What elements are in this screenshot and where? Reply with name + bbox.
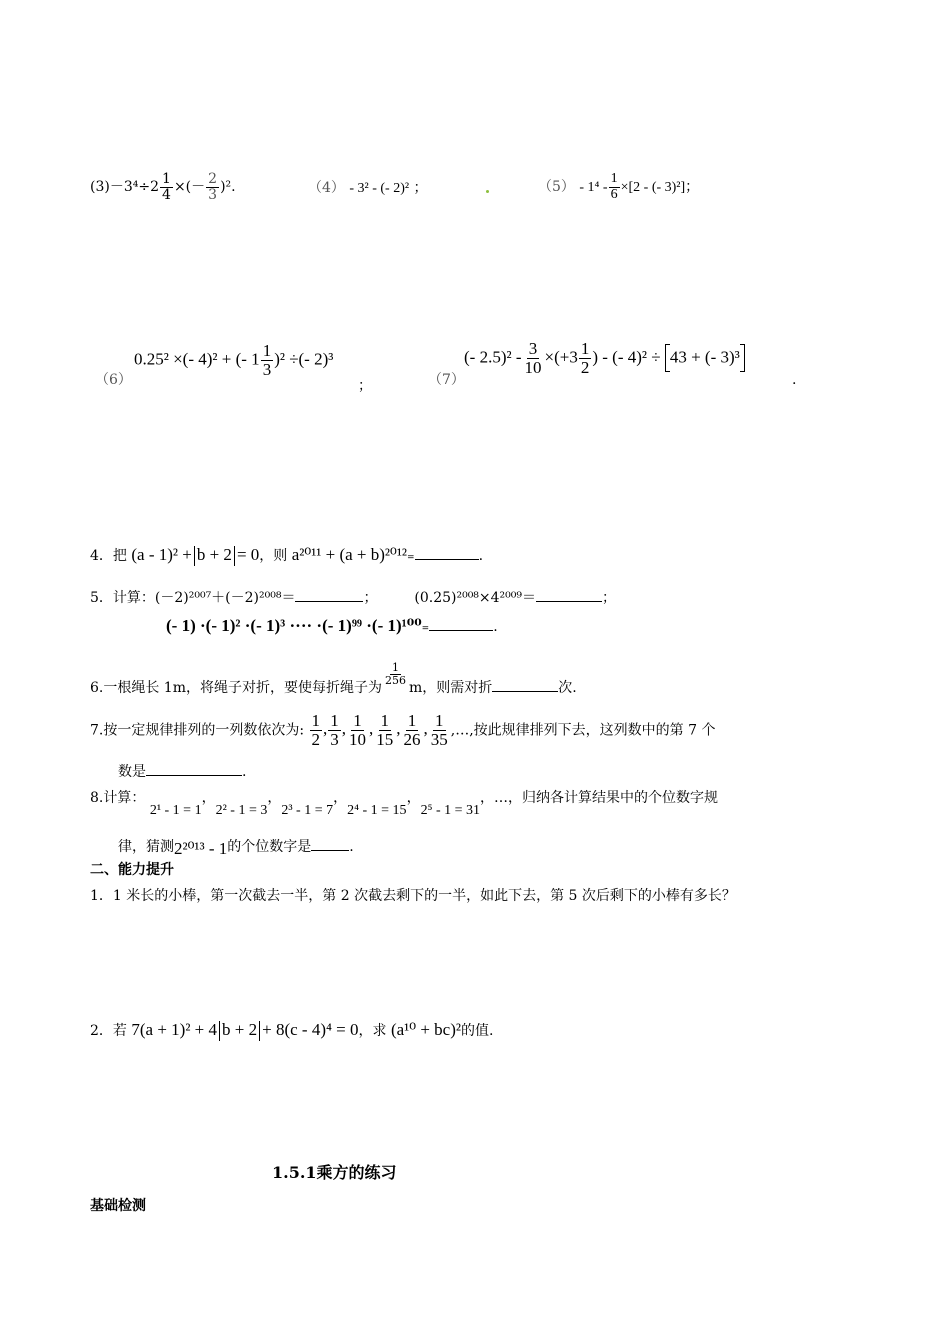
question-8-calculations <box>149 791 481 818</box>
problem-3-tail: )². <box>220 179 236 196</box>
question-7-line-2 <box>118 764 246 781</box>
problem-7-fraction-2: $\frac{1}{2}$ <box>580 339 590 377</box>
sequence-fraction <box>429 712 450 749</box>
calculation-item: 2¹ - 1 = 1 <box>149 803 202 818</box>
problem-3-lead: －3⁴÷2 <box>109 179 160 196</box>
right-bracket <box>740 344 745 372</box>
problem-5-fraction: $\frac{1}{6}$ <box>610 171 618 202</box>
problem-5-tail: ×[2 - (- 3)²] <box>620 180 686 196</box>
question-4-equals: = <box>407 553 415 563</box>
ability-question-2 <box>90 1020 493 1041</box>
question-8 <box>90 790 719 818</box>
problem-4 <box>308 180 428 198</box>
question-7-end: . <box>242 764 247 780</box>
question-7-answer-blank[interactable] <box>146 774 242 776</box>
problem-5-label: （5） <box>538 179 575 196</box>
fraction-numerator: 1 <box>435 711 444 730</box>
ability-question-2-end: 的值. <box>460 1023 494 1039</box>
question-8-line-2-b: 的个位数字是 <box>227 839 312 855</box>
problem-3-fraction-2: $\frac{2}{3}$ <box>208 171 218 203</box>
sequence-separator: , <box>341 719 347 739</box>
problem-7-fraction-1: $\frac{3}{10}$ <box>524 339 542 377</box>
calculation-separator: ， <box>201 791 216 806</box>
problem-5 <box>538 172 699 202</box>
problem-3 <box>90 172 236 202</box>
ability-question-2-mid: ，求 <box>358 1023 387 1039</box>
question-7-lead: 7.按一定规律排列的一列数依次为: <box>90 722 305 739</box>
problem-7-label: （7） <box>428 372 465 388</box>
question-8-end: . <box>349 839 354 855</box>
question-4-mid: ，则 <box>259 548 288 564</box>
problem-3-label: (3) <box>90 179 110 196</box>
question-8-line-2 <box>118 836 354 856</box>
abs-bar-left <box>194 546 195 566</box>
ability-question-2-lead: 2．若 <box>90 1023 127 1039</box>
problem-7-end: . <box>792 372 797 388</box>
fraction-numerator: 1 <box>407 711 417 730</box>
problem-3-fraction-1: $\frac{1}{4}$ <box>162 171 171 203</box>
abs-bar-right <box>234 546 235 566</box>
question-5-product-expression: (- 1) ·(- 1)² ·(- 1)³ ···· ·(- 1)⁹⁹ ·(- 1)¹⁰⁰ <box>166 616 422 635</box>
question-5-part-1: 5．计算：(－2)²⁰⁰⁷＋(－2)²⁰⁰⁸＝ <box>90 590 296 606</box>
question-7 <box>90 712 716 749</box>
question-7-line-2-text: 数是 <box>118 764 146 780</box>
calculation-item: 2² - 1 = 3 <box>215 803 268 818</box>
problem-5-lead: - 1⁴ - <box>579 180 608 196</box>
calculation-separator: ， <box>406 791 421 806</box>
sequence-fraction <box>328 712 341 749</box>
problem-7-tail: ) - (- 4)² ÷ <box>592 347 661 367</box>
problem-7-inner: 43 + (- 3)³ <box>669 347 740 367</box>
question-5-answer-blank-2[interactable] <box>536 600 602 602</box>
question-4-expression: (a - 1)² + b + 2 = 0 <box>131 545 259 564</box>
fraction-denominator: 26 <box>403 729 421 749</box>
problem-7-expression <box>464 340 745 377</box>
fraction-numerator: 1 <box>311 711 321 730</box>
question-6-answer-blank[interactable] <box>492 690 558 692</box>
question-5-end: ； <box>602 590 617 606</box>
question-6-unit: m，则需对折 <box>409 680 493 697</box>
problem-3-mid: ×(－ <box>173 179 206 196</box>
question-5-line-2-end: . <box>493 619 498 635</box>
sequence-separator: , <box>323 719 328 739</box>
ability-question-2-expression-2: (a¹⁰ + bc)² <box>390 1020 461 1039</box>
question-8-tail: ，…，归纳各计算结果中的个位数字规 <box>480 790 719 806</box>
abs-bar-left <box>219 1021 220 1041</box>
question-4-expression-2: a²⁰¹¹ + (a + b)²⁰¹² <box>291 545 408 564</box>
problem-6-fraction: $\frac{1}{3}$ <box>262 341 272 379</box>
calculation-separator: ， <box>267 791 282 806</box>
section-title: 1.5.1乘方的练习 <box>272 1163 397 1182</box>
question-8-answer-blank[interactable] <box>311 849 349 851</box>
fraction-denominator: 35 <box>430 729 448 749</box>
calculation-item: 2⁵ - 1 = 31 <box>420 803 481 818</box>
question-5 <box>90 590 616 607</box>
calculation-item: 2⁴ - 1 = 15 <box>347 803 407 818</box>
problem-4-expression: - 3² - (- 2)² <box>349 181 410 196</box>
problem-7-mid: ×(+3 <box>544 347 578 367</box>
question-7-sequence <box>309 711 451 749</box>
question-6-lead: 6.一根绳长 1m，将绳子对折，要使每折绳子为 <box>90 680 382 697</box>
question-6-fraction: $\frac{1}{256}$ <box>385 661 406 687</box>
question-8-line-2-expression: 2²⁰¹³ - 1 <box>174 839 228 858</box>
fraction-numerator: 1 <box>353 711 362 730</box>
basic-detection-title: 基础检测 <box>90 1198 146 1214</box>
fraction-denominator: 10 <box>349 729 367 749</box>
fraction-denominator: 15 <box>376 729 394 749</box>
question-4 <box>90 545 483 566</box>
question-5-line-2 <box>166 616 498 636</box>
sequence-fraction <box>402 712 423 749</box>
problem-4-end: ； <box>413 180 428 196</box>
sequence-separator: , <box>396 719 401 739</box>
question-8-line-2-a: 律，猜测 <box>118 839 174 855</box>
question-4-label: 4．把 <box>90 548 127 564</box>
problem-6-label: （6） <box>95 372 132 388</box>
ability-question-1: 1．1 米长的小棒，第一次截去一半，第 2 次截去剩下的一半，如此下去，第 5 次后剩下的小棒有多长？ <box>90 888 736 904</box>
sequence-fraction <box>374 712 395 749</box>
sequence-fraction <box>347 712 368 749</box>
green-dot-mark <box>486 190 489 193</box>
question-5-separator: ； <box>363 590 378 606</box>
fraction-numerator: 1 <box>380 711 390 730</box>
sequence-fraction <box>310 712 323 749</box>
problem-6-tail: )² ÷(- 2)³ <box>274 349 334 369</box>
question-4-answer-blank[interactable] <box>415 558 479 560</box>
question-8-lead: 8.计算： <box>90 790 146 806</box>
sequence-separator: , <box>369 719 374 739</box>
fraction-denominator: 3 <box>330 729 339 749</box>
problem-5-end: ； <box>685 179 700 196</box>
question-5-answer-blank-3[interactable] <box>429 629 493 631</box>
problem-7-lead: (- 2.5)² - <box>464 347 522 367</box>
question-4-end: . <box>478 548 484 564</box>
calculation-item: 2³ - 1 = 7 <box>281 803 334 818</box>
fraction-numerator: 1 <box>330 711 339 730</box>
problem-4-label: （4） <box>308 180 345 196</box>
section-2-title: 二、能力提升 <box>90 862 174 878</box>
question-5-answer-blank-1[interactable] <box>295 600 363 602</box>
question-7-tail: ,…,按此规律排列下去，这列数中的第 7 个 <box>450 722 716 739</box>
question-5-part-2: (0.25)²⁰⁰⁸×4²⁰⁰⁹＝ <box>414 590 537 606</box>
sequence-separator: , <box>423 719 428 739</box>
question-6 <box>90 661 577 697</box>
question-5-line-2-equals: = <box>421 624 430 634</box>
fraction-denominator: 2 <box>311 729 321 749</box>
question-6-end: 次. <box>558 680 577 697</box>
abs-bar-right <box>259 1021 260 1041</box>
ability-question-2-expression: 7(a + 1)² + 4 b + 2 + 8(c - 4)⁴ = 0 <box>131 1020 358 1039</box>
problem-6-end: ； <box>358 378 372 394</box>
problem-6-lead: 0.25² ×(- 4)² + (- 1 <box>134 349 260 369</box>
problem-6-expression <box>134 342 333 379</box>
calculation-separator: ， <box>333 791 348 806</box>
